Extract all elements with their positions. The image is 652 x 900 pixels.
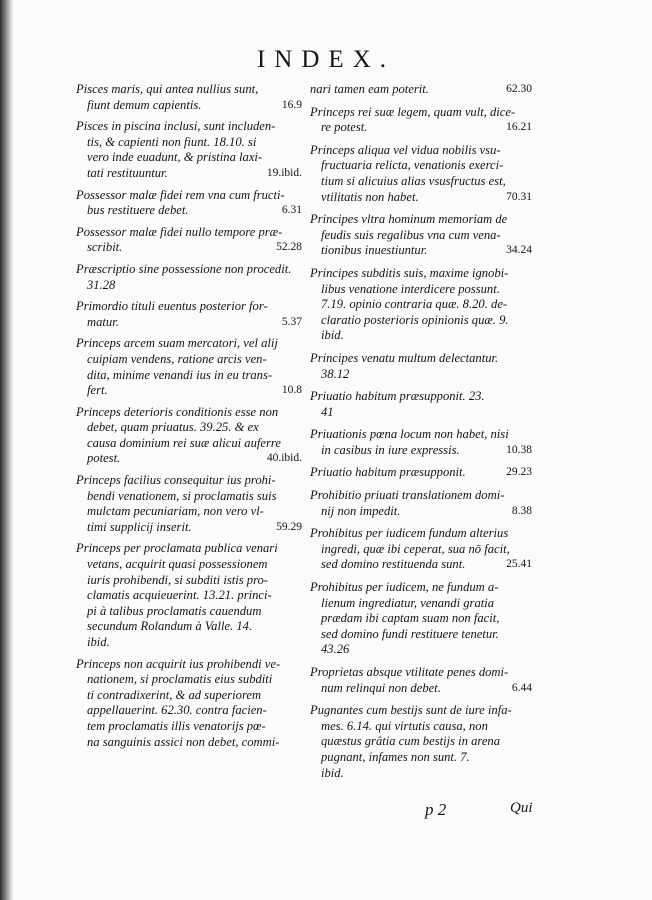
entry-text: nij non impedit. [321,503,401,518]
entry-line [76,135,310,151]
entry-line [76,573,310,589]
entry-line [76,688,310,704]
entry-text: re potest. [321,120,368,135]
entry-headword-line [76,541,310,557]
entry-line [310,596,540,612]
entry-text: 41 [321,404,334,419]
entry-text: timi supplicij inserit. [87,519,192,534]
entry-text: tionibus inuestiuntur. [321,243,428,258]
entry-text: tium si alicuius alias vsusfructus est, [321,173,506,188]
entry-line [310,504,540,520]
entry-text: sed domino fundi restituere tenetur. [321,626,499,641]
entry-line [310,557,540,573]
entry-headword-line [310,389,540,405]
entry-line [76,98,310,114]
entry-text: Pugnantes cum bestijs sunt de iure infa- [310,703,512,718]
entry-line [76,451,310,467]
page-reference: 70.31 [506,190,532,203]
index-entry [310,465,540,481]
entry-headword-line [76,225,310,241]
entry-text: vetans, acquirit quasi possessionem [87,557,268,572]
entry-line [310,627,540,643]
entry-text: bendi venationem, si proclamatis suis [87,488,277,503]
entry-text: 38.12 [321,366,350,381]
entry-headword-line [76,657,310,673]
page-reference: 40.ibid. [266,452,302,465]
entry-text: quæstus grâtia cum bestijs in arena [321,734,500,749]
entry-text: Princeps arcem suam mercatori, vel alij [76,336,278,351]
page-reference: 19.ibid. [266,166,302,179]
entry-line [310,282,540,298]
page-reference: 8.38 [511,504,532,517]
entry-line [310,405,540,421]
page-reference: 62.30 [506,83,532,95]
page-reference: 59.29 [276,520,302,533]
entry-text: Princeps deterioris conditionis esse non [76,404,279,419]
page-header: INDEX. [256,46,395,73]
entry-headword-line [76,473,310,489]
index-entry [76,541,310,650]
entry-text: nari tamen eam poterit. [310,82,429,96]
entry-line [76,420,310,436]
entry-text: feudis suis regalibus vna cum vena- [321,227,501,242]
index-entry [310,526,540,573]
entry-text: na sanguinis assici non debet, commi- [87,734,280,749]
entry-text: fiunt demum capientis. [87,97,202,112]
index-entry [76,299,310,330]
entry-headword-line [310,266,540,282]
entry-text: libus venatione interdicere possunt. [321,281,500,296]
entry-headword-line [310,105,540,121]
entry-line [310,297,540,313]
page-reference: 5.37 [281,315,302,328]
entry-line [76,315,310,331]
index-entry [76,82,310,113]
entry-line [76,672,310,688]
entry-text: Priuatio habitum præsupponit. [310,465,466,480]
entry-text: Proprietas absque vtilitate penes domi- [310,665,509,679]
entry-text: vero inde euadunt, & pristina laxi- [87,150,263,165]
entry-text: debet, quam priuatus. 39.25. & ex [87,420,259,435]
entry-text: bus restituere debet. [87,203,189,218]
entry-headword-line [76,405,310,421]
entry-text: mulctam pecuniariam, non vero vl- [87,504,264,519]
entry-line [76,588,310,604]
entry-line [310,174,540,190]
entry-text: Princeps aliqua vel vidua nobilis vsu- [310,142,501,157]
index-column-left [76,82,310,756]
entry-line [76,150,310,166]
entry-text: Princeps rei suæ legem, quam vult, dice- [310,104,516,119]
entry-text: Præscriptio sine possessione non procedit. [76,261,292,276]
entry-line [310,367,540,383]
page-reference: 34.24 [506,244,532,257]
entry-text: iuris prohibendi, si subditi istis pro- [87,572,268,587]
entry-line [310,642,540,658]
entry-text: Pisces in piscina inclusi, sunt includen- [76,119,276,134]
index-entry [76,225,310,256]
entry-line [76,436,310,452]
entry-line [76,352,310,368]
entry-text: Priuatio habitum præsupponit. 23. [310,389,485,404]
entry-line [76,383,310,399]
entry-text: lienum ingrediatur, venandi gratia [321,595,495,610]
entry-text: Prohibitus per iudicem fundum alterius [310,526,509,541]
entry-text: vtilitatis non habet. [321,189,419,204]
page-reference: 16.21 [506,121,532,134]
entry-text: Priuationis pœna locum non habet, nisi [310,427,509,442]
entry-text: cuipiam vendens, ratione arcis ven- [87,351,267,366]
entry-text: ibid. [87,635,110,649]
entry-headword-line [76,188,310,204]
page-reference: 25.41 [506,558,532,571]
entry-headword-line [76,119,310,135]
index-entry [310,389,540,420]
entry-headword-line [310,351,540,367]
entry-headword-line [76,262,310,278]
entry-line [76,735,310,751]
entry-line [76,166,310,182]
entry-line [76,489,310,505]
entry-text: Possessor malæ fidei nullo tempore præ- [76,224,283,239]
entry-text: Principes vltra hominum memoriam de [310,212,508,227]
entry-line [310,158,540,174]
entry-text: fructuaria relicta, venationis exerci- [321,158,504,173]
page-reference: 10.38 [506,443,532,456]
entry-line [76,504,310,520]
entry-text: Princeps non acquirit ius prohibendi ve- [76,656,281,671]
index-column-right [310,82,540,788]
entry-text: num relinqui non debet. [321,680,441,695]
entry-text: clamatis acquieuerint. 13.21. princi- [87,588,272,603]
entry-text: Princeps facilius consequitur ius prohi- [76,473,276,488]
page-reference: 29.23 [506,466,532,479]
index-entry [76,473,310,535]
entry-line [310,611,540,627]
index-entry [76,119,310,181]
index-entry [76,405,310,467]
index-entry [310,665,540,696]
entry-text: claratio posterioris opinionis quæ. 9. [321,312,509,327]
entry-text: tem proclamatis illis venatorijs pœ- [87,718,266,733]
entry-line [76,240,310,256]
entry-line [310,443,540,459]
entry-text: sed domino restituenda sunt. [321,557,466,572]
entry-headword-line [310,526,540,542]
entry-text: Prohibitus per iudicem, ne fundum a- [310,580,499,595]
page-reference: 52.28 [276,241,302,254]
entry-line [76,604,310,620]
entry-line [310,750,540,766]
page-reference: 6.31 [281,204,302,217]
entry-headword-line [310,665,540,681]
index-entry [76,262,310,293]
entry-line [76,619,310,635]
index-entry [76,657,310,751]
entry-line [310,120,540,136]
page-reference: 6.44 [511,681,532,694]
index-entry [310,580,540,658]
entry-headword-line [76,82,310,98]
entry-headword-line [76,299,310,315]
index-entry [310,143,540,205]
catchword: Qui [510,800,533,816]
index-entry [310,351,540,382]
entry-line [76,520,310,536]
entry-line [310,542,540,558]
entry-text: Principes subditis suis, maxime ignobi- [310,265,509,280]
entry-text: ibid. [321,328,344,343]
entry-text: scribit. [87,240,123,255]
entry-headword-line [310,703,540,719]
entry-text: potest. [87,451,121,466]
entry-line [310,681,540,697]
entry-headword-line [310,427,540,443]
entry-text: appellauerint. 62.30. contra facien- [87,703,267,718]
page-reference: 16.9 [281,98,302,111]
entry-line [310,228,540,244]
index-entry [310,82,540,98]
entry-text: 31.28 [87,277,116,292]
entry-line [310,734,540,750]
page-footer [0,800,652,824]
entry-line [310,243,540,259]
entry-text: tis, & capienti non fiunt. 18.10. si [87,134,257,149]
entry-line [76,368,310,384]
entry-line [76,719,310,735]
entry-headword-line [76,336,310,352]
entry-text: mes. 6.14. qui virtutis causa, non [321,718,488,733]
entry-line [310,190,540,206]
entry-headword-line [310,488,540,504]
entry-line [310,328,540,344]
entry-text: 7.19. opinio contraria quæ. 8.20. de- [321,297,508,312]
index-entry [310,212,540,259]
entry-headword-line [310,143,540,159]
entry-text: Prohibitio priuati translationem domi- [310,488,505,503]
entry-text: matur. [87,314,119,329]
entry-line [76,635,310,651]
entry-text: Pisces maris, qui antea nullius sunt, [76,82,259,96]
index-entry [310,488,540,519]
entry-line [76,278,310,294]
entry-text: ingredi, quæ ibi ceperat, sua nō facit, [321,541,510,556]
entry-text: nationem, si proclamatis eius subditi [87,672,273,687]
entry-line [310,719,540,735]
index-entry [310,703,540,781]
entry-text: fert. [87,383,108,398]
entry-text: secundum Rolandum à Valle. 14. [87,619,253,634]
entry-text: Possessor malæ fidei rem vna cum fructi- [76,187,285,202]
entry-text: Principes venatu multum delectantur. [310,350,499,365]
entry-line [76,203,310,219]
entry-text: pi à talibus proclamatis cauendum [87,603,262,618]
entry-line [310,313,540,329]
page-reference: 10.8 [281,384,302,397]
entry-text: prædam ibi captam suam non facit, [321,611,500,626]
entry-line [310,766,540,782]
index-entry [310,427,540,458]
index-entry [310,266,540,344]
entry-headword-line [310,212,540,228]
entry-text: ti contradixerint, & ad superiorem [87,687,262,702]
entry-text: causa dominium rei suæ alicui auferre [87,435,281,450]
entry-text: Princeps per proclamata publica venari [76,541,278,556]
index-entry [310,105,540,136]
index-entry [76,336,310,398]
entry-line [76,703,310,719]
signature-mark: p 2 [425,800,447,819]
index-entry [76,188,310,219]
entry-text: dita, minime venandi ius in eu trans- [87,367,273,382]
entry-text: tati restituuntur. [87,165,168,180]
entry-headword-line [310,465,540,481]
entry-line [76,557,310,573]
entry-text: 43.26 [321,642,350,657]
entry-headword-line [310,82,540,98]
binding-shadow [0,0,14,900]
entry-text: ibid. [321,765,344,780]
entry-text: in casibus in iure expressis. [321,442,460,457]
entry-headword-line [310,580,540,596]
entry-text: pugnant, infames non sunt. 7. [321,749,470,764]
entry-text: Primordio tituli euentus posterior for- [76,299,268,314]
